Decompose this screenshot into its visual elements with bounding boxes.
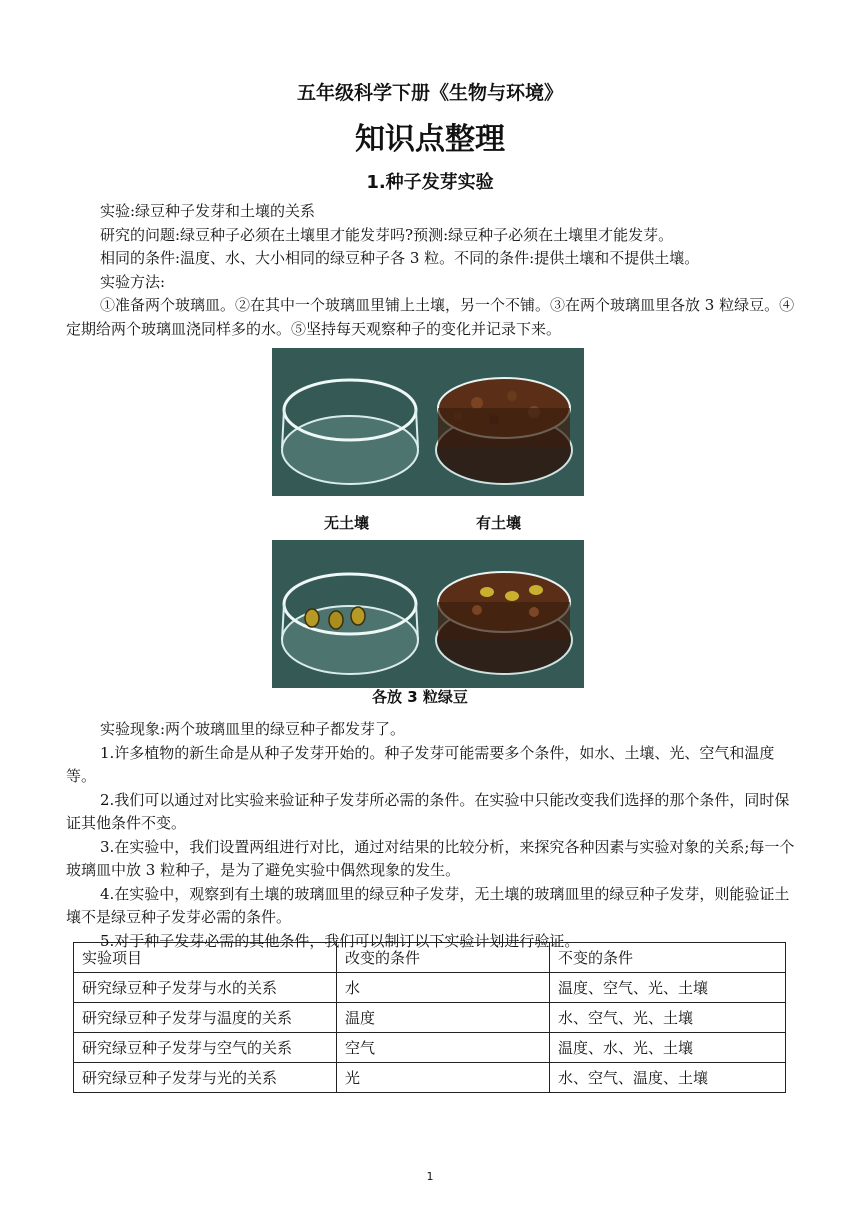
experiment-plan-table (73, 942, 786, 1093)
same-conditions-line: 相同的条件:温度、水、大小相同的绿豆种子各 3 粒。不同的条件:提供土壤和不提供土壤。 (100, 249, 700, 267)
header-changed: 改变的条件 (337, 943, 550, 973)
cell-unchanged: 温度、空气、光、土壤 (550, 973, 786, 1003)
header-project: 实验项目 (74, 943, 337, 973)
method-steps: ①准备两个玻璃皿。②在其中一个玻璃皿里铺上土壤，另一个不铺。③在两个玻璃皿里各放 3 粒绿豆。④定期给两个玻璃皿浇同样多的水。⑤坚持每天观察种子的变化并记录下来。 (66, 296, 795, 338)
table-row (74, 973, 786, 1003)
cell-project: 研究绿豆种子发芽与空气的关系 (74, 1033, 337, 1063)
cell-unchanged: 温度、水、光、土壤 (550, 1033, 786, 1063)
page-title: 知识点整理 (355, 122, 505, 157)
cell-unchanged: 水、空气、温度、土壤 (550, 1063, 786, 1093)
experiment-figure (272, 348, 584, 710)
cell-changed: 空气 (337, 1033, 550, 1063)
research-question-line: 研究的问题:绿豆种子必须在土壤里才能发芽吗?预测:绿豆种子必须在土壤里才能发芽。 (100, 225, 674, 244)
caption-no-soil: 无土壤 (324, 514, 370, 532)
table-row (74, 1033, 786, 1063)
intro-section (66, 200, 798, 341)
course-title: 五年级科学下册《生物与环境》 (296, 82, 563, 104)
photo-dishes-empty (272, 348, 584, 496)
cell-changed: 温度 (337, 1003, 550, 1033)
caption-soil: 有土壤 (476, 514, 522, 532)
finding-2: 2.我们可以通过对比实验来验证种子发芽所必需的条件。在实验中只能改变我们选择的那个条件，同时保证其他条件不变。 (66, 790, 790, 832)
header-unchanged: 不变的条件 (550, 943, 786, 973)
finding-3: 3.在实验中，我们设置两组进行对比，通过对结果的比较分析，来探究各种因素与实验对象的关系;每一个玻璃皿中放 3 粒种子，是为了避免实验中偶然现象的发生。 (66, 837, 795, 879)
caption-three-seeds: 各放 3 粒绿豆 (372, 688, 468, 706)
experiment-line: 实验:绿豆种子发芽和土壤的关系 (100, 202, 316, 220)
table-header-row (74, 943, 786, 973)
cell-project: 研究绿豆种子发芽与光的关系 (74, 1063, 337, 1093)
cell-changed: 光 (337, 1063, 550, 1093)
table-row (74, 1063, 786, 1093)
phenomenon-line: 实验现象:两个玻璃皿里的绿豆种子都发芽了。 (100, 720, 406, 738)
page-number: 1 (426, 1170, 434, 1183)
method-heading: 实验方法: (100, 272, 166, 291)
section-title: 1.种子发芽实验 (366, 172, 494, 193)
photo-dishes-with-seeds (272, 540, 584, 688)
finding-5: 5.对于种子发芽必需的其他条件，我们可以制订以下实验计划进行验证。 (100, 931, 580, 950)
table-row (74, 1003, 786, 1033)
cell-unchanged: 水、空气、光、土壤 (550, 1003, 786, 1033)
cell-project: 研究绿豆种子发芽与温度的关系 (74, 1003, 337, 1033)
cell-changed: 水 (337, 973, 550, 1003)
finding-4: 4.在实验中，观察到有土壤的玻璃皿里的绿豆种子发芽，无土壤的玻璃皿里的绿豆种子发芽，则能验证土壤不是绿豆种子发芽必需的条件。 (66, 884, 790, 926)
findings-section (66, 718, 798, 953)
cell-project: 研究绿豆种子发芽与水的关系 (74, 973, 337, 1003)
finding-1: 1.许多植物的新生命是从种子发芽开始的。种子发芽可能需要多个条件，如水、土壤、光、空气和温度等。 (66, 743, 775, 785)
